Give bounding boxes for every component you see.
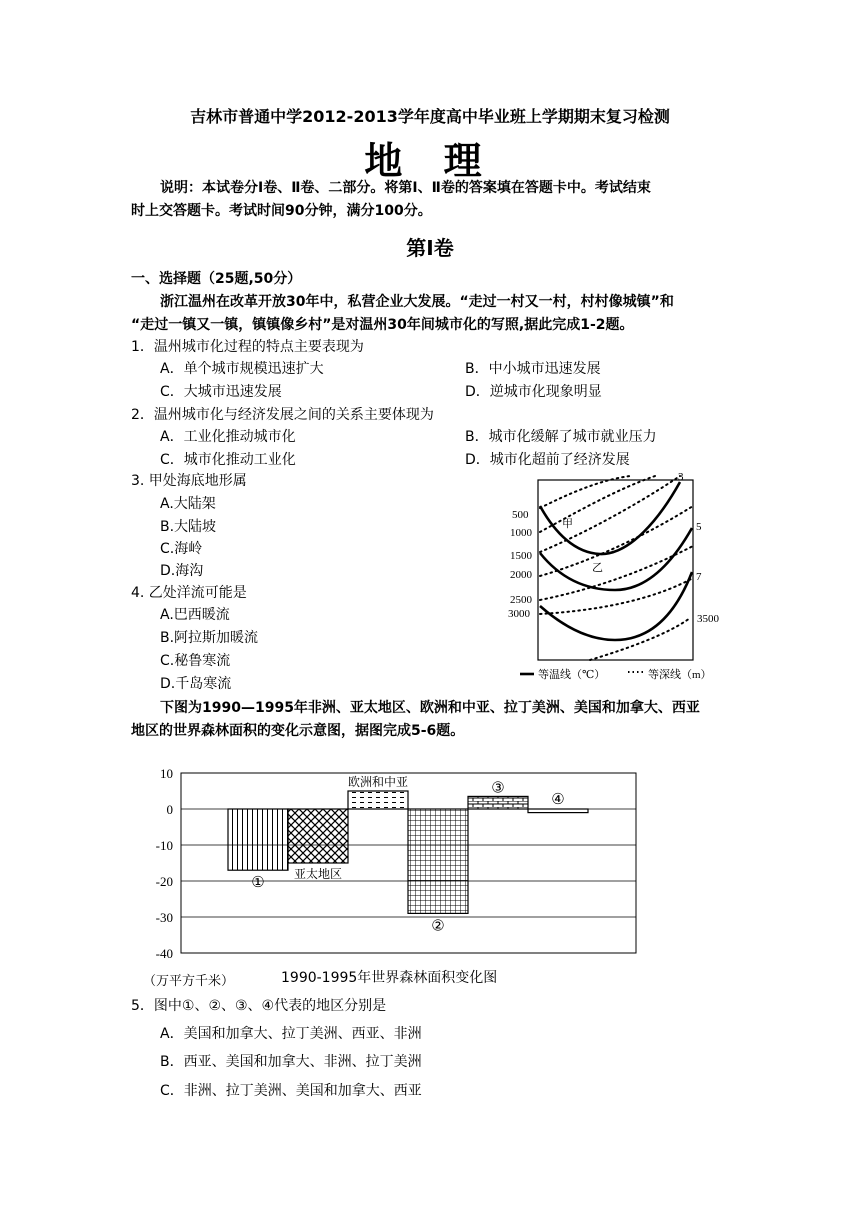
question-2-option-a[interactable]: A．工业化推动城市化 <box>160 429 296 445</box>
question-1-option-b[interactable]: B．中小城市迅速发展 <box>465 361 601 377</box>
depth-label: 3000 <box>508 608 530 620</box>
isoline-map <box>500 468 730 688</box>
y-tick-label: -10 <box>155 838 173 853</box>
bar-label: 欧洲和中亚 <box>347 775 409 789</box>
y-tick-label: -40 <box>155 946 173 961</box>
question-4-option-b[interactable]: B.阿拉斯加暖流 <box>160 630 259 646</box>
question-1-option-d[interactable]: D．逆城市化现象明显 <box>465 384 602 400</box>
depth-label: 1500 <box>510 550 532 562</box>
depth-label: 500 <box>512 509 529 521</box>
question-3-stem: 3. 甲处海底地形属 <box>131 473 247 489</box>
question-3-option-b[interactable]: B.大陆坡 <box>160 519 217 535</box>
point-jia-label: 甲 <box>562 518 573 530</box>
y-tick-label: 10 <box>160 766 173 781</box>
depth-label: 2500 <box>510 594 532 606</box>
question-1-stem: 1．温州城市化过程的特点主要表现为 <box>131 339 364 355</box>
depth-isolines <box>540 476 693 660</box>
bar-label: ② <box>431 918 445 935</box>
depth-labels <box>508 509 720 625</box>
temp-label: 5 <box>696 521 702 533</box>
bar <box>288 809 348 863</box>
section-heading: 一、选择题（25题,50分） <box>131 271 302 287</box>
question-1-option-c[interactable]: C．大城市迅速发展 <box>160 384 282 400</box>
y-tick-label: -30 <box>155 910 173 925</box>
y-tick-label: 0 <box>166 802 173 817</box>
question-5-option-b[interactable]: B．西亚、美国和加拿大、非洲、拉丁美洲 <box>160 1054 422 1070</box>
question-4-option-a[interactable]: A.巴西暖流 <box>160 607 230 623</box>
question-2-option-c[interactable]: C．城市化推动工业化 <box>160 452 296 468</box>
instructions-line-2: 时上交答题卡。考试时间90分钟，满分100分。 <box>131 203 432 219</box>
passage-1-line-2: “走过一镇又一镇，镇镇像乡村”是对温州30年间城市化的写照,据此完成1-2题。 <box>131 317 634 333</box>
y-tick-label: -20 <box>155 874 173 889</box>
question-2-option-b[interactable]: B．城市化缓解了城市就业压力 <box>465 429 657 445</box>
question-3-option-d[interactable]: D.海沟 <box>160 563 204 579</box>
question-2-stem: 2．温州城市化与经济发展之间的关系主要体现为 <box>131 407 434 423</box>
chart-y-ticks <box>156 766 173 961</box>
chart-bars <box>228 791 588 913</box>
temp-label: 7 <box>696 571 702 583</box>
chart-title: 1990-1995年世界森林面积变化图 <box>281 970 498 986</box>
question-4-option-d[interactable]: D.千岛寒流 <box>160 676 232 692</box>
bar-label: ④ <box>551 791 565 808</box>
temp-label: 3 <box>678 471 684 483</box>
passage-1-line-1: 浙江温州在改革开放30年中，私营企业大发展。“走过一村又一村，村村像城镇”和 <box>160 294 674 310</box>
question-5-stem: 5．图中①、②、③、④代表的地区分别是 <box>131 998 387 1014</box>
bar <box>528 809 588 813</box>
exam-title: 吉林市普通中学2012-2013学年度高中毕业班上学期期末复习检测 <box>190 107 670 126</box>
question-5-option-a[interactable]: A．美国和加拿大、拉丁美洲、西亚、非洲 <box>160 1026 422 1042</box>
depth-label: 1000 <box>510 527 532 539</box>
bar <box>348 791 408 809</box>
question-5-option-c[interactable]: C．非洲、拉丁美洲、美国和加拿大、西亚 <box>160 1083 422 1099</box>
passage-2-line-1: 下图为1990—1995年非洲、亚太地区、欧洲和中亚、拉丁美洲、美国和加拿大、西亚 <box>160 700 700 716</box>
legend-depth-label: 等深线（m） <box>648 669 712 681</box>
legend-temp-label: 等温线（℃） <box>538 669 606 681</box>
depth-label: 2000 <box>510 569 532 581</box>
question-4-stem: 4. 乙处洋流可能是 <box>131 585 247 601</box>
subject-title: 地 理 <box>364 138 496 183</box>
question-3-option-c[interactable]: C.海岭 <box>160 541 203 557</box>
instructions-line-1: 说明：本试卷分Ⅰ卷、Ⅱ卷、二部分。将第Ⅰ、Ⅱ卷的答案填在答题卡中。考试结束 <box>160 180 651 196</box>
bar-label: ① <box>251 875 265 892</box>
temperature-labels <box>678 471 702 583</box>
bar <box>468 796 528 809</box>
question-3-option-a[interactable]: A.大陆架 <box>160 496 216 512</box>
bar-label: 亚太地区 <box>293 867 343 881</box>
part-title: 第Ⅰ卷 <box>406 236 454 260</box>
depth-label: 3500 <box>697 613 719 625</box>
forest-area-chart <box>135 765 655 990</box>
temperature-isolines <box>540 482 692 640</box>
bar <box>408 809 468 913</box>
bar-label: ③ <box>491 780 505 797</box>
question-4-option-c[interactable]: C.秘鲁寒流 <box>160 653 231 669</box>
passage-2-line-2: 地区的世界森林面积的变化示意图，据图完成5-6题。 <box>131 723 465 739</box>
question-1-option-a[interactable]: A．单个城市规模迅速扩大 <box>160 361 324 377</box>
point-yi-label: 乙 <box>592 562 603 574</box>
bar <box>228 809 288 870</box>
question-2-option-d[interactable]: D．城市化超前了经济发展 <box>465 452 630 468</box>
chart-y-unit: （万平方千米） <box>143 974 235 989</box>
